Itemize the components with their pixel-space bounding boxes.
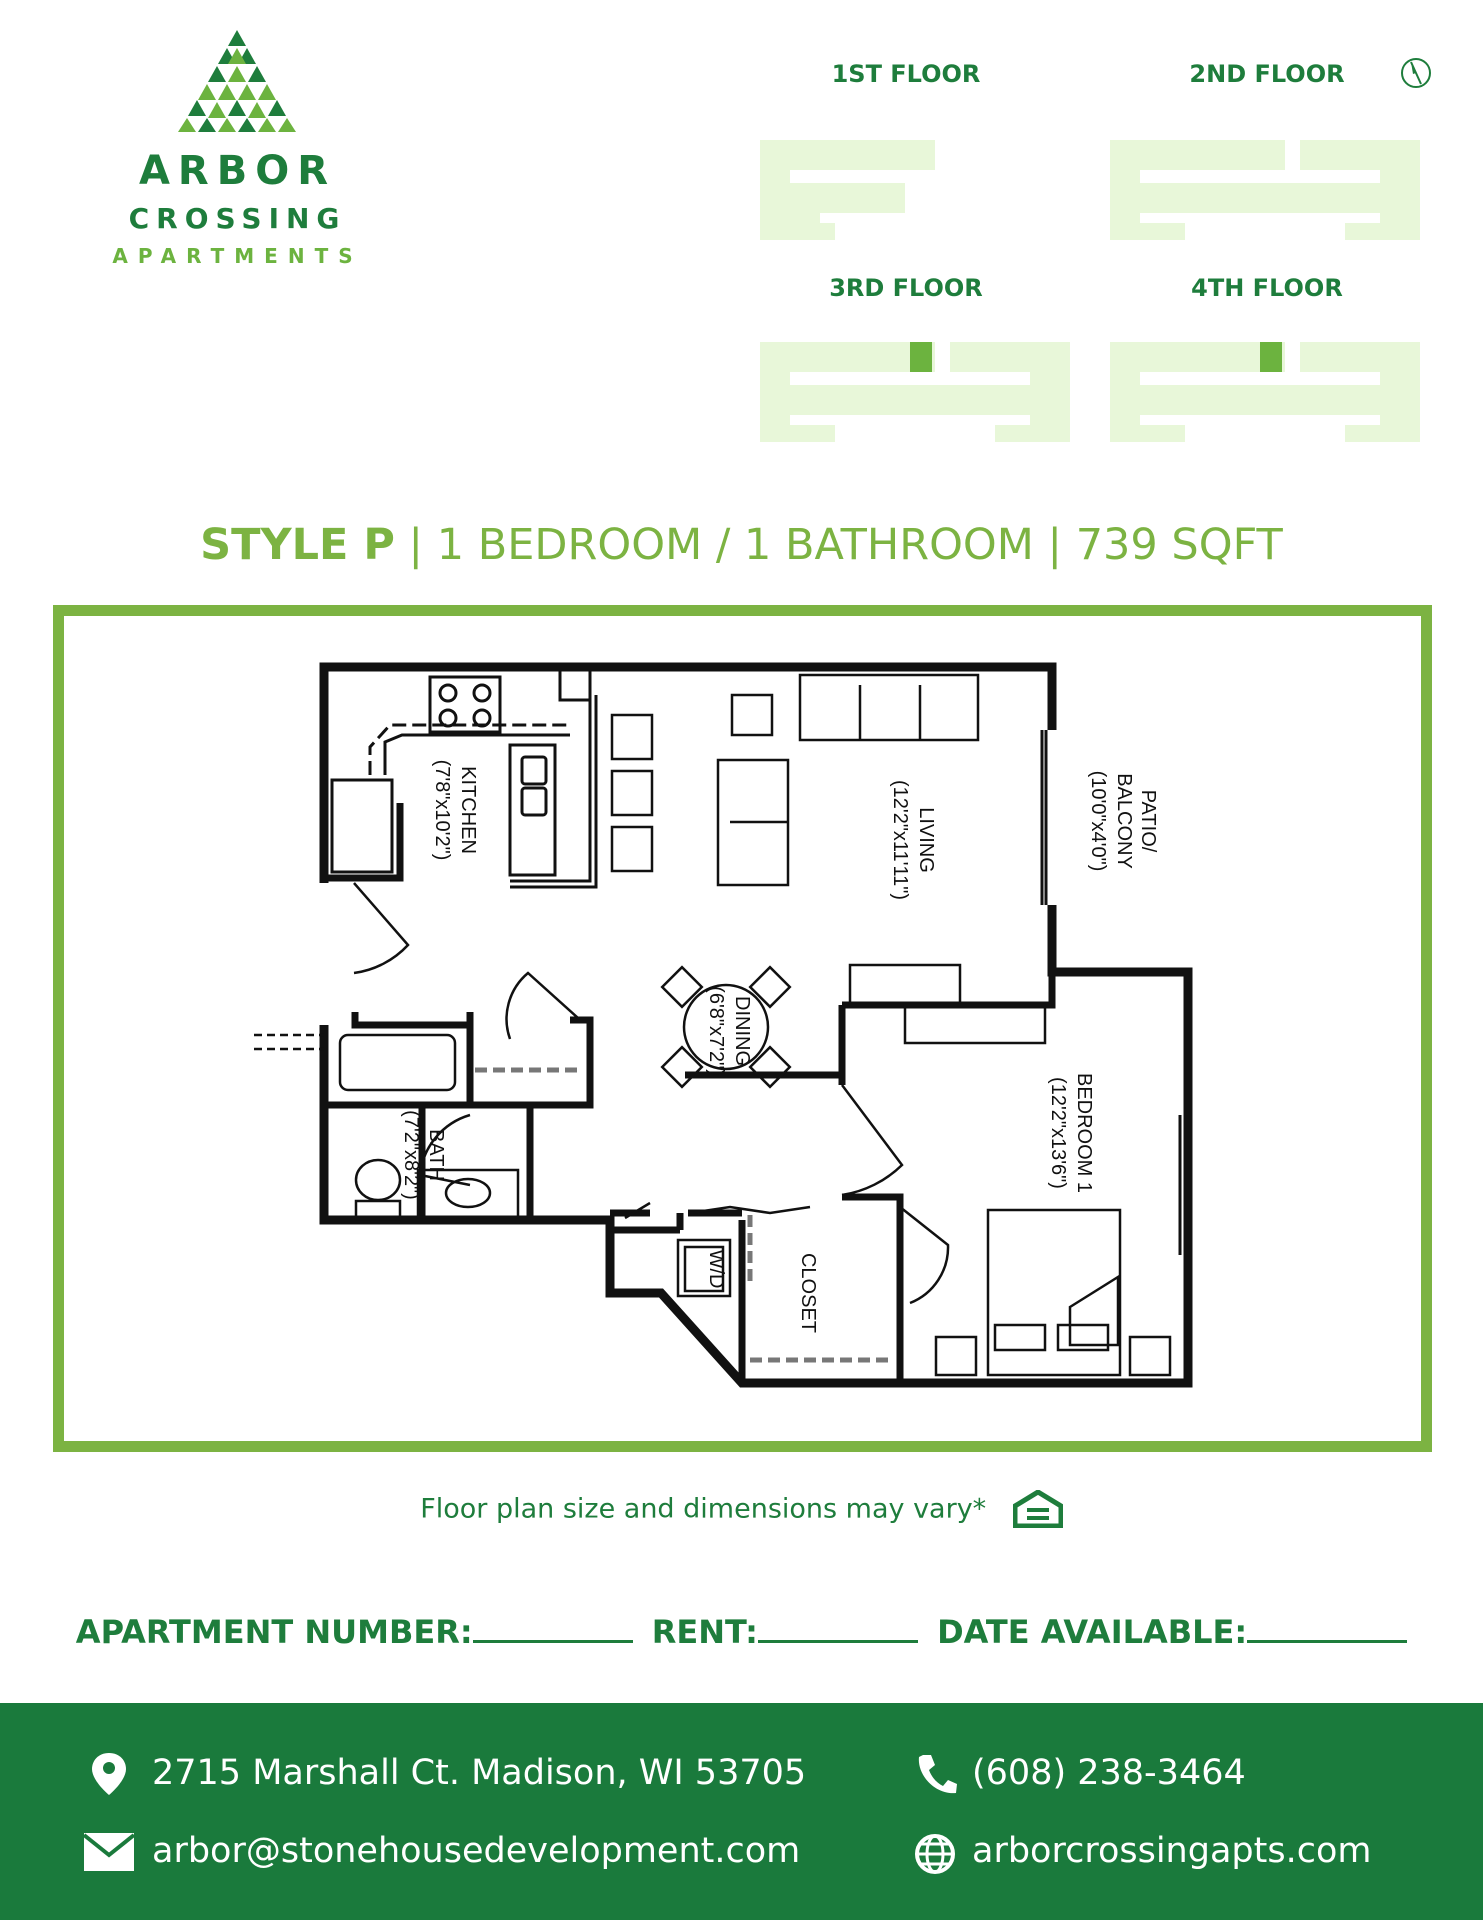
address-text: 2715 Marshall Ct. Madison, WI 53705 [152,1753,807,1793]
patio-dimensions: (10'0"x4'0") [1087,770,1109,872]
rent-blank [758,1610,918,1643]
apartment-number-blank [473,1610,633,1643]
logo-text-arbor: ARBOR [138,148,337,194]
floor-title-3: 3RD FLOOR [829,274,983,302]
logo-text-crossing: CROSSING [128,202,347,235]
disclaimer-text: Floor plan size and dimensions may vary* [420,1493,987,1525]
bedroom-dimensions: (12'2"x13'6") [1047,1077,1069,1189]
unit-style-heading [0,520,1483,570]
floor-title-1: 1ST FLOOR [831,60,981,88]
floor-title-4: 4TH FLOOR [1191,274,1343,302]
email-link[interactable]: arbor@stonehousedevelopment.com [152,1831,801,1871]
apartment-number-label: APARTMENT NUMBER: [75,1613,473,1651]
bath-label: BATH [425,1129,447,1181]
rent-label: RENT: [651,1613,758,1651]
closet-label: CLOSET [797,1252,819,1334]
equal-housing-icon [1013,1490,1063,1528]
bath-dimensions: (7'2"x8'2") [400,1110,422,1200]
unit-highlight [1260,342,1282,372]
floor-title-2: 2ND FLOOR [1189,60,1345,88]
kitchen-label: KITCHEN [457,766,479,854]
floor-2-key-map [1110,138,1420,243]
map-pin-icon [88,1751,130,1797]
logo-text-apartments: APARTMENTS [112,244,363,268]
wd-label: W/D [705,1249,727,1289]
envelope-icon [82,1831,136,1873]
date-available-blank [1247,1610,1407,1643]
patio-label-2: BALCONY [1113,773,1135,869]
website-link[interactable]: arborcrossingapts.com [972,1831,1372,1871]
disclaimer [0,1490,1483,1528]
dining-label: DINING [731,996,753,1066]
floor-4-key-map [1110,340,1420,445]
bedroom-label: BEDROOM 1 [1073,1072,1095,1194]
globe-icon [914,1831,956,1877]
floor-plan-drawing [230,655,1210,1405]
unit-summary: | 1 BEDROOM / 1 BATHROOM | 739 SQFT [394,520,1283,570]
lease-fields [0,1610,1483,1651]
patio-label: PATIO/ [1137,789,1159,853]
logo-triangle-icon [178,30,296,132]
floor-1-key-map [760,138,1070,243]
kitchen-dimensions: (7'8"x10'2") [431,759,453,861]
floor-3-key-map [760,340,1070,445]
north-arrow-icon [1399,56,1433,90]
contact-footer [0,1703,1483,1920]
living-label: LIVING [915,807,937,873]
date-available-label: DATE AVAILABLE: [937,1613,1248,1651]
living-dimensions: (12'2"x11'11") [889,779,911,901]
unit-highlight [910,342,932,372]
phone-link[interactable]: (608) 238-3464 [972,1753,1246,1793]
phone-icon [915,1751,957,1797]
dining-dimensions: (6'8"x7'2") [705,986,727,1076]
style-name: STYLE P [200,520,395,570]
